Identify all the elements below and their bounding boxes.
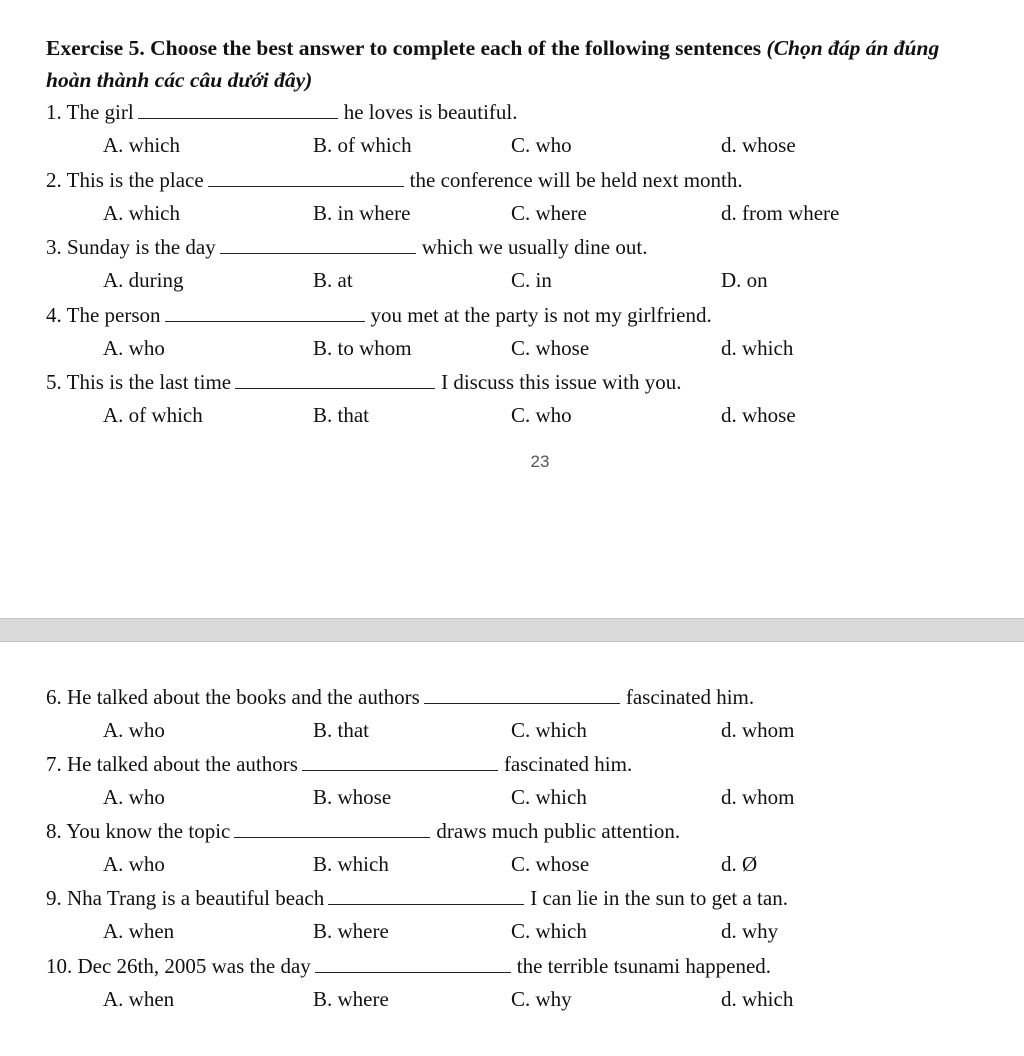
exercise-heading [46, 32, 1024, 96]
answer-option: d. whom [721, 718, 795, 742]
question-1 [46, 98, 517, 126]
answer-option: A. when [103, 919, 175, 943]
answer-option: A. who [103, 785, 165, 809]
answer-option: C. which [511, 718, 587, 742]
answer-option: B. which [313, 852, 389, 876]
question-text-start: 5. This is the last time [46, 370, 232, 394]
answer-option: B. that [313, 718, 369, 742]
answer-option: A. during [103, 268, 184, 292]
page-break [0, 618, 1024, 642]
answer-blank [302, 750, 498, 771]
question-text-start: 10. Dec 26th, 2005 was the day [46, 954, 311, 978]
question-8 [46, 817, 680, 845]
answer-option: d. which [721, 336, 794, 360]
answer-option: B. where [313, 919, 389, 943]
answer-blank [315, 952, 511, 973]
answer-option: A. of which [103, 403, 203, 427]
page-number: 23 [530, 452, 550, 471]
answer-option: A. which [103, 133, 180, 157]
question-4 [46, 301, 712, 329]
answer-blank [235, 368, 435, 389]
question-text-start: 1. The girl [46, 100, 134, 124]
answer-option: A. who [103, 852, 165, 876]
question-text-end: fascinated him. [503, 752, 633, 776]
answer-option: d. whose [721, 133, 796, 157]
question-text-start: 8. You know the topic [46, 819, 231, 843]
answer-option: C. why [511, 987, 572, 1011]
question-7 [46, 750, 632, 778]
answer-blank [220, 233, 416, 254]
question-10 [46, 952, 771, 980]
answer-option: C. whose [511, 852, 590, 876]
answer-option: B. in where [313, 201, 411, 225]
question-text-start: 3. Sunday is the day [46, 235, 216, 259]
question-3 [46, 233, 647, 261]
question-5 [46, 368, 681, 396]
answer-option: C. which [511, 919, 587, 943]
question-text-start: 9. Nha Trang is a beautiful beach [46, 886, 325, 910]
exercise-title: Exercise 5. Choose the best answer to complete each of the following sentences [46, 36, 762, 60]
answer-option: A. who [103, 336, 165, 360]
answer-option: B. that [313, 403, 369, 427]
question-text-start: 7. He talked about the authors [46, 752, 298, 776]
question-text-end: fascinated him. [625, 685, 755, 709]
answer-option: A. when [103, 987, 175, 1011]
question-text-end: you met at the party is not my girlfriend. [370, 303, 712, 327]
answer-option: B. at [313, 268, 353, 292]
question-9 [46, 884, 788, 912]
answer-option: B. of which [313, 133, 412, 157]
answer-option: A. which [103, 201, 180, 225]
question-text-end: I discuss this issue with you. [441, 370, 682, 394]
answer-option: d. which [721, 987, 794, 1011]
answer-option: d. whose [721, 403, 796, 427]
question-text-start: 2. This is the place [46, 168, 204, 192]
question-2 [46, 166, 743, 194]
answer-option: C. which [511, 785, 587, 809]
answer-option: B. to whom [313, 336, 412, 360]
answer-blank [328, 884, 524, 905]
answer-option: B. whose [313, 785, 392, 809]
answer-option: D. on [721, 268, 768, 292]
question-text-end: I can lie in the sun to get a tan. [530, 886, 788, 910]
exercise-title-vi-cont: hoàn thành các câu dưới đây) [46, 68, 313, 92]
exercise-title-vi: (Chọn đáp án đúng [761, 36, 940, 60]
answer-blank [234, 817, 430, 838]
answer-option: C. who [511, 403, 572, 427]
question-text-start: 4. The person [46, 303, 161, 327]
question-text-start: 6. He talked about the books and the authors [46, 685, 420, 709]
question-text-end: draws much public attention. [436, 819, 681, 843]
answer-option: C. where [511, 201, 587, 225]
question-text-end: he loves is beautiful. [343, 100, 518, 124]
answer-option: C. whose [511, 336, 590, 360]
answer-option: d. why [721, 919, 779, 943]
question-text-end: which we usually dine out. [421, 235, 648, 259]
answer-option: B. where [313, 987, 389, 1011]
answer-option: C. who [511, 133, 572, 157]
answer-option: d. from where [721, 201, 840, 225]
answer-blank [208, 166, 404, 187]
answer-blank [138, 98, 338, 119]
answer-blank [165, 301, 365, 322]
answer-blank [424, 683, 620, 704]
question-text-end: the terrible tsunami happened. [516, 954, 772, 978]
answer-option: d. Ø [721, 852, 758, 876]
answer-option: d. whom [721, 785, 795, 809]
question-text-end: the conference will be held next month. [409, 168, 743, 192]
question-6 [46, 683, 754, 711]
answer-option: C. in [511, 268, 552, 292]
answer-option: A. who [103, 718, 165, 742]
